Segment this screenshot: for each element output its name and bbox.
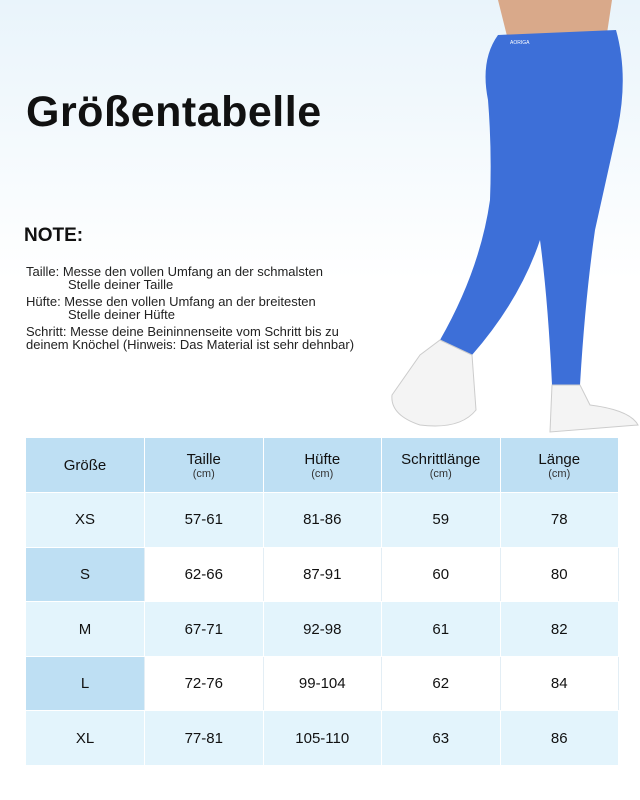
table-cell: 62-66 [145, 547, 264, 602]
header-unit: (cm) [548, 467, 571, 480]
note-line: deinem Knöchel (Hinweis: Das Material ist sehr dehnbar) [26, 337, 355, 352]
table-cell: 99-104 [263, 656, 382, 711]
table-cell: 86 [500, 711, 619, 766]
header-cell [382, 438, 501, 493]
header-label: Hüfte [304, 450, 341, 468]
header-unit: (cm) [429, 467, 452, 480]
header-cell [26, 438, 145, 493]
header-label: Taille [186, 450, 221, 468]
size-table [26, 438, 619, 766]
header-label: Größe [63, 456, 107, 474]
table-row [26, 656, 619, 711]
table-cell: XS [26, 493, 145, 548]
table-cell: 80 [500, 547, 619, 602]
table-cell: 60 [382, 547, 501, 602]
table-cell: 72-76 [145, 656, 264, 711]
table-cell: 59 [382, 493, 501, 548]
table-cell: XL [26, 711, 145, 766]
page-title: Größentabelle [26, 88, 322, 136]
note-schritt [26, 325, 354, 351]
table-row [26, 493, 619, 548]
header-label: Länge [538, 450, 581, 468]
header-cell [263, 438, 382, 493]
table-cell: 61 [382, 602, 501, 657]
header-label: Schrittlänge [401, 450, 481, 468]
table-row [26, 602, 619, 657]
model-leggings-image [380, 0, 640, 440]
table-cell: 77-81 [145, 711, 264, 766]
table-cell: S [26, 547, 145, 602]
note-line: Stelle deiner Hüfte [68, 307, 175, 322]
table-cell: M [26, 602, 145, 657]
note-line: Stelle deiner Taille [68, 277, 174, 292]
header-unit: (cm) [192, 467, 215, 480]
table-row [26, 547, 619, 602]
table-cell: 84 [500, 656, 619, 711]
header-cell [145, 438, 264, 493]
note-line: Taille: Messe den vollen Umfang an der schmalsten [26, 264, 323, 279]
note-line: Schritt: Messe deine Beininnenseite vom Schritt bis zu [26, 324, 339, 339]
table-cell: 67-71 [145, 602, 264, 657]
table-cell: 81-86 [263, 493, 382, 548]
table-cell: 92-98 [263, 602, 382, 657]
table-cell: 63 [382, 711, 501, 766]
header-unit: (cm) [311, 467, 334, 480]
table-cell: 105-110 [263, 711, 382, 766]
note-line: Hüfte: Messe den vollen Umfang an der breitesten [26, 294, 316, 309]
table-cell: L [26, 656, 145, 711]
table-cell: 82 [500, 602, 619, 657]
table-cell: 62 [382, 656, 501, 711]
table-cell: 57-61 [145, 493, 264, 548]
note-huefte [26, 295, 316, 321]
note-heading: NOTE: [24, 225, 84, 246]
table-cell: 78 [500, 493, 619, 548]
note-taille [26, 265, 323, 291]
table-row [26, 711, 619, 766]
table-cell: 87-91 [263, 547, 382, 602]
header-cell [500, 438, 619, 493]
brand-logo: AORIGA [510, 40, 530, 46]
